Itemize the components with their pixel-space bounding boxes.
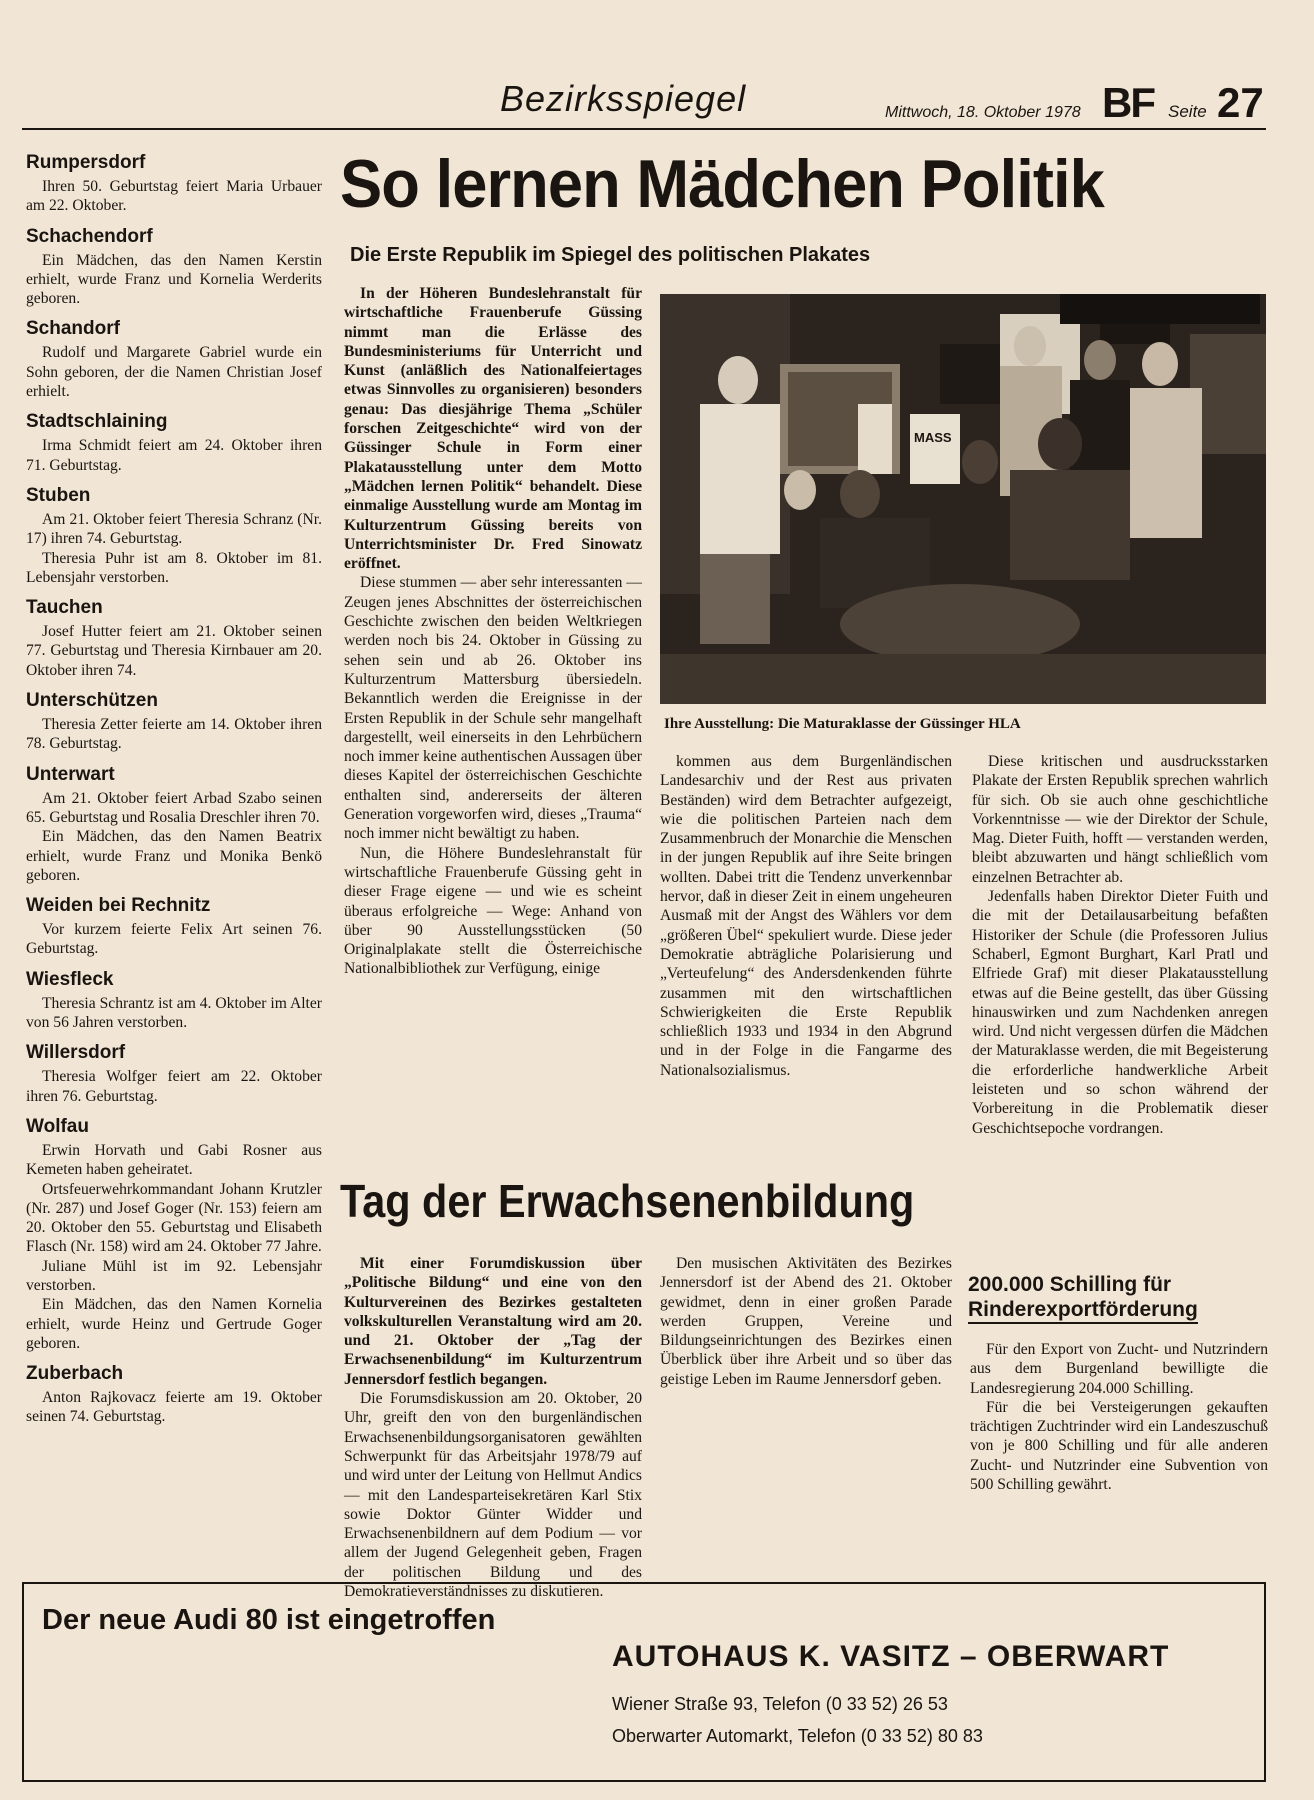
paragraph: Diese kritischen und ausdrucksstarken Plakate der Ersten Republik sprechen wahrlich für sich. Ob sie auch ohne geschichtliche Vorkenntnisse — wie der Direktor der Schule, Mag. Dieter Fuith, hofft — verstanden werden, bleibt abzuwarten und hängt schließlich vom einzelnen Betrachter ab. <box>972 753 1268 886</box>
issue-date: Mittwoch, 18. Oktober 1978 <box>885 104 1081 121</box>
paragraph: Für die bei Versteigerungen gekauften trächtigen Zuchtrinder wird ein Landeszuschuß von je 800 Schilling und für alle anderen Zucht- und Nutzrinder eine Subvention von 500 Schilling gewährt. <box>970 1398 1268 1494</box>
place-heading: Stadtschlaining <box>26 411 168 433</box>
paragraph: Jedenfalls haben Direktor Dieter Fuith und die mit der Detailausarbeitung befaßten Historiker der Schule (die Professoren Julius Schaberl, Egmont Burghart, Karl Pratl und Elfriede Graf) mit dieser Plakatausstellung etwas auf die Beine gestellt, das über Güssing hinauswirken und zum Nachdenken anregen wird. Und nicht vergessen dürfen die Mädchen der Maturaklasse werden, die mit Begeisterung die erforderliche handwerkliche Arbeit leisteten und so schon während der Vorbereitung in die Problematik dieser Geschichtsepoche vordrangen. <box>972 888 1268 1137</box>
paragraph: Die Forumsdiskussion am 20. Oktober, 20 Uhr, greift den von den burgenländischen Erwachsenenbildungsorganisatoren gewählten Schwerpunkt für das Arbeitsjahr 1978/79 auf und wird unter der Leitung von Hellmut Andics — mit den Landesparteisekretären Karl Stix sowie Doktor Günter Widder und Erwachsenenbildnern auf dem Podium — vor allem der Jugend Gelegenheit geben, Fragen der politischen Bildung und des Demokratieverständnisses zu diskutieren. <box>344 1390 642 1601</box>
chronicle-entry: Am 21. Oktober feiert Arbad Szabo seinen 65. Geburtstag und Rosalia Dreschler ihren 70. <box>26 789 322 826</box>
chronicle-entry: Rudolf und Margarete Gabriel wurde ein Sohn geboren, der die Namen Christian Josef erhielt. <box>26 344 322 401</box>
place-heading: Weiden bei Rechnitz <box>26 895 211 917</box>
article2-lead: Mit einer Forumdiskussion über „Politische Bildung“ und eine von den Kulturvereinen des Bezirkes gestalteten volkskulturellen Veranstaltung wird am 20. und 21. Oktober der „Tag der Erwachsenenbildung“ im Kulturzentrum Jennersdorf festlich begangen. <box>344 1255 642 1388</box>
third-headline <box>968 1272 1248 1324</box>
chronicle-entry: Juliane Mühl ist im 92. Lebensjahr verstorben. <box>26 1257 322 1294</box>
article3-column <box>970 1340 1268 1494</box>
ad-title: Der neue Audi 80 ist eingetroffen <box>42 1604 496 1636</box>
chronicle-entry: Erwin Horvath und Gabi Rosner aus Kemeten haben geheiratet. <box>26 1141 322 1179</box>
place-heading: Unterschützen <box>26 690 158 712</box>
main-headline: So lernen Mädchen Politik <box>340 146 1104 222</box>
photo-illustration <box>660 294 1266 704</box>
article2-column-1 <box>344 1254 642 1601</box>
page-number: 27 <box>1217 79 1264 126</box>
chronicle-entry: Ein Mädchen, das den Namen Beatrix erhielt, wurde Franz und Monika Benkö geboren. <box>26 828 322 884</box>
photo-caption: Ihre Ausstellung: Die Maturaklasse der Güssinger HLA <box>664 716 1021 732</box>
article2-column-2 <box>660 1254 952 1389</box>
chronicle-entry: Anton Rajkovacz feierte am 19. Oktober seinen 74. Geburtstag. <box>26 1389 322 1426</box>
chronicle-entry: Ein Mädchen, das den Namen Kornelia erhielt, wurde Heinz und Gertrude Goger geboren. <box>26 1296 322 1352</box>
chronicle-entry: Ein Mädchen, das den Namen Kerstin erhielt, wurde Franz und Kornelia Werderits geboren. <box>26 251 322 308</box>
third-headline-line1: 200.000 Schilling für <box>968 1273 1172 1296</box>
place-heading: Wolfau <box>26 1115 89 1137</box>
audi-advertisement <box>22 1582 1266 1782</box>
exhibition-photo <box>660 294 1266 704</box>
chronicle-entry: Am 21. Oktober feiert Theresia Schranz (Nr. 17) ihren 74. Geburtstag. <box>26 510 322 548</box>
header-rule <box>22 128 1266 130</box>
place-heading: Unterwart <box>26 763 115 785</box>
article2-col1-body <box>344 1389 642 1601</box>
article1-lead: In der Höheren Bundeslehranstalt für wirtschaftliche Frauenberufe Güssing nimmt man die Erlässe des Bundesministeriums für Unterricht und Kunst (anläßlich des Nationalfeiertages etwas Sinnvolles zu organisieren) besonders genau: Das diesjährige Thema „Schüler forschen Zeitgeschichte“ wird von der Güssinger Schule in Form einer Plakatausstellung unter dem Motto „Mädchen lernen Politik“ behandelt. Diese einmalige Ausstellung wurde am Montag im Kulturzentrum Güssing bereits von Unterrichtsminister Dr. Fred Sinowatz eröffnet. <box>344 285 642 573</box>
ad-company: AUTOHAUS K. VASITZ – OBERWART <box>612 1640 1170 1673</box>
page-label: Seite <box>1168 102 1207 121</box>
place-heading: Schachendorf <box>26 225 153 247</box>
paragraph: kommen aus dem Burgenländischen Landesarchiv und der Rest aus privaten Beständen) wird dem Betrachter aufgezeigt, wie die politischen Parteien nach dem Zusammenbruch der Monarchie die Menschen in der jungen Republik auf ihre Seite bringen wollten. Dabei tritt die Tendenz unverkennbar hervor, daß in dieser Zeit in einem ungeheuren Ausmaß mit der Angst des Wählers vor dem „größeren Übel“ spekuliert wurde. Diese jeder Demokratie abträgliche Polarisierung und „Verteufelung“ des Andersdenkenden führte zusammen mit den wirtschaftlichen Schwierigkeiten die Erste Republik schließlich 1933 und 1934 in den Abgrund und in der Folge in die Fangarme des Nationalsozialismus. <box>660 753 952 1079</box>
chronicle-entry: Vor kurzem feierte Felix Art seinen 76. Geburtstag. <box>26 921 322 958</box>
chronicle-entry: Ortsfeuerwehrkommandant Johann Krutzler (Nr. 287) und Josef Goger (Nr. 153) feiern am 20. Oktober den 55. Geburtstag und Elisabeth Flasch (Nr. 158) wird am 24. Oktober 77 Jahre. <box>26 1180 322 1256</box>
main-subheadline: Die Erste Republik im Spiegel des politischen Plakates <box>350 244 871 266</box>
article1-column-3 <box>972 752 1268 1138</box>
chronicle-entry: Ihren 50. Geburtstag feiert Maria Urbauer am 22. Oktober. <box>26 178 322 215</box>
place-heading: Rumpersdorf <box>26 152 146 173</box>
second-headline: Tag der Erwachsenenbildung <box>340 1175 915 1227</box>
place-heading: Stuben <box>26 484 91 506</box>
place-heading: Willersdorf <box>26 1042 126 1064</box>
chronicle-entry: Theresia Wolfger feiert am 22. Oktober ihren 76. Geburtstag. <box>26 1068 322 1105</box>
article1-col1-body <box>344 573 642 978</box>
place-heading: Zuberbach <box>26 1363 124 1385</box>
paragraph: Nun, die Höhere Bundeslehranstalt für wirtschaftliche Frauenberufe Güssing geht in dieser Frage eigene — und wie es scheint überaus erfolgreiche — Wege: Anhand von über 90 Ausstellungsstücken (50 Originalplakate stellt die Österreichische Nationalbibliothek zur Verfügung, einige <box>344 844 642 978</box>
article1-column-1 <box>344 284 642 979</box>
poster-text: MASS <box>914 430 952 445</box>
ad-address: Wiener Straße 93, Telefon (0 33 52) 26 53 <box>612 1694 948 1714</box>
chronicle-entry: Josef Hutter feiert am 21. Oktober seinen 77. Geburtstag und Theresia Kirnbauer am 20. Oktober ihren 74. <box>26 623 322 679</box>
chronicle-entry: Theresia Puhr ist am 8. Oktober im 81. Lebensjahr verstorben. <box>26 549 322 586</box>
chronicle-entry: Irma Schmidt feiert am 24. Oktober ihren 71. Geburtstag. <box>26 437 322 474</box>
section-title: Bezirksspiegel <box>500 78 747 119</box>
chronicle-entry: Theresia Zetter feierte am 14. Oktober ihren 78. Geburtstag. <box>26 716 322 753</box>
paragraph: Für den Export von Zucht- und Nutzrindern aus dem Burgenland bewilligte die Landesregierung 204.000 Schilling. <box>970 1341 1268 1397</box>
place-heading: Tauchen <box>26 597 103 619</box>
newspaper-logo: BF <box>1102 79 1154 126</box>
article1-column-2 <box>660 752 952 1080</box>
paragraph: Diese stummen — aber sehr interessanten — Zeugen jenes Abschnittes der österreichischen Geschichte zwischen den beiden Weltkriegen werden noch bis 24. Oktober in Güssing zu sehen sein und ab 26. Oktober ins Kulturzentrum Mattersburg übersiedeln. Bekanntlich werden die Ereignisse in der Ersten Republik in der Schule sehr mangelhaft dargestellt, weil einerseits in den Lehrbüchern noch immer keine authentischen Aussagen über dieses Kapitel der österreichischen Geschichte enthalten sind, andererseits der älteren Generation vorgeworfen wird, dieses „Trauma“ noch immer nicht bewältigt zu haben. <box>344 574 642 843</box>
chronicle-column <box>26 152 322 1427</box>
third-headline-line2: Rinderexportförderung <box>968 1297 1198 1324</box>
paragraph: Den musischen Aktivitäten des Bezirkes Jennersdorf ist der Abend des 21. Oktober gewidmet, denn in einer großen Parade werden Gruppen, Vereine und Bildungseinrichtungen des Bezirkes einen Überblick über ihre Arbeit und so über das geistige Leben im Raume Jennersdorf geben. <box>660 1255 952 1388</box>
ad-second-address: Oberwarter Automarkt, Telefon (0 33 52) 80 83 <box>612 1726 983 1746</box>
chronicle-entry: Theresia Schrantz ist am 4. Oktober im Alter von 56 Jahren verstorben. <box>26 994 322 1032</box>
place-heading: Schandorf <box>26 318 120 340</box>
place-heading: Wiesfleck <box>26 968 114 990</box>
